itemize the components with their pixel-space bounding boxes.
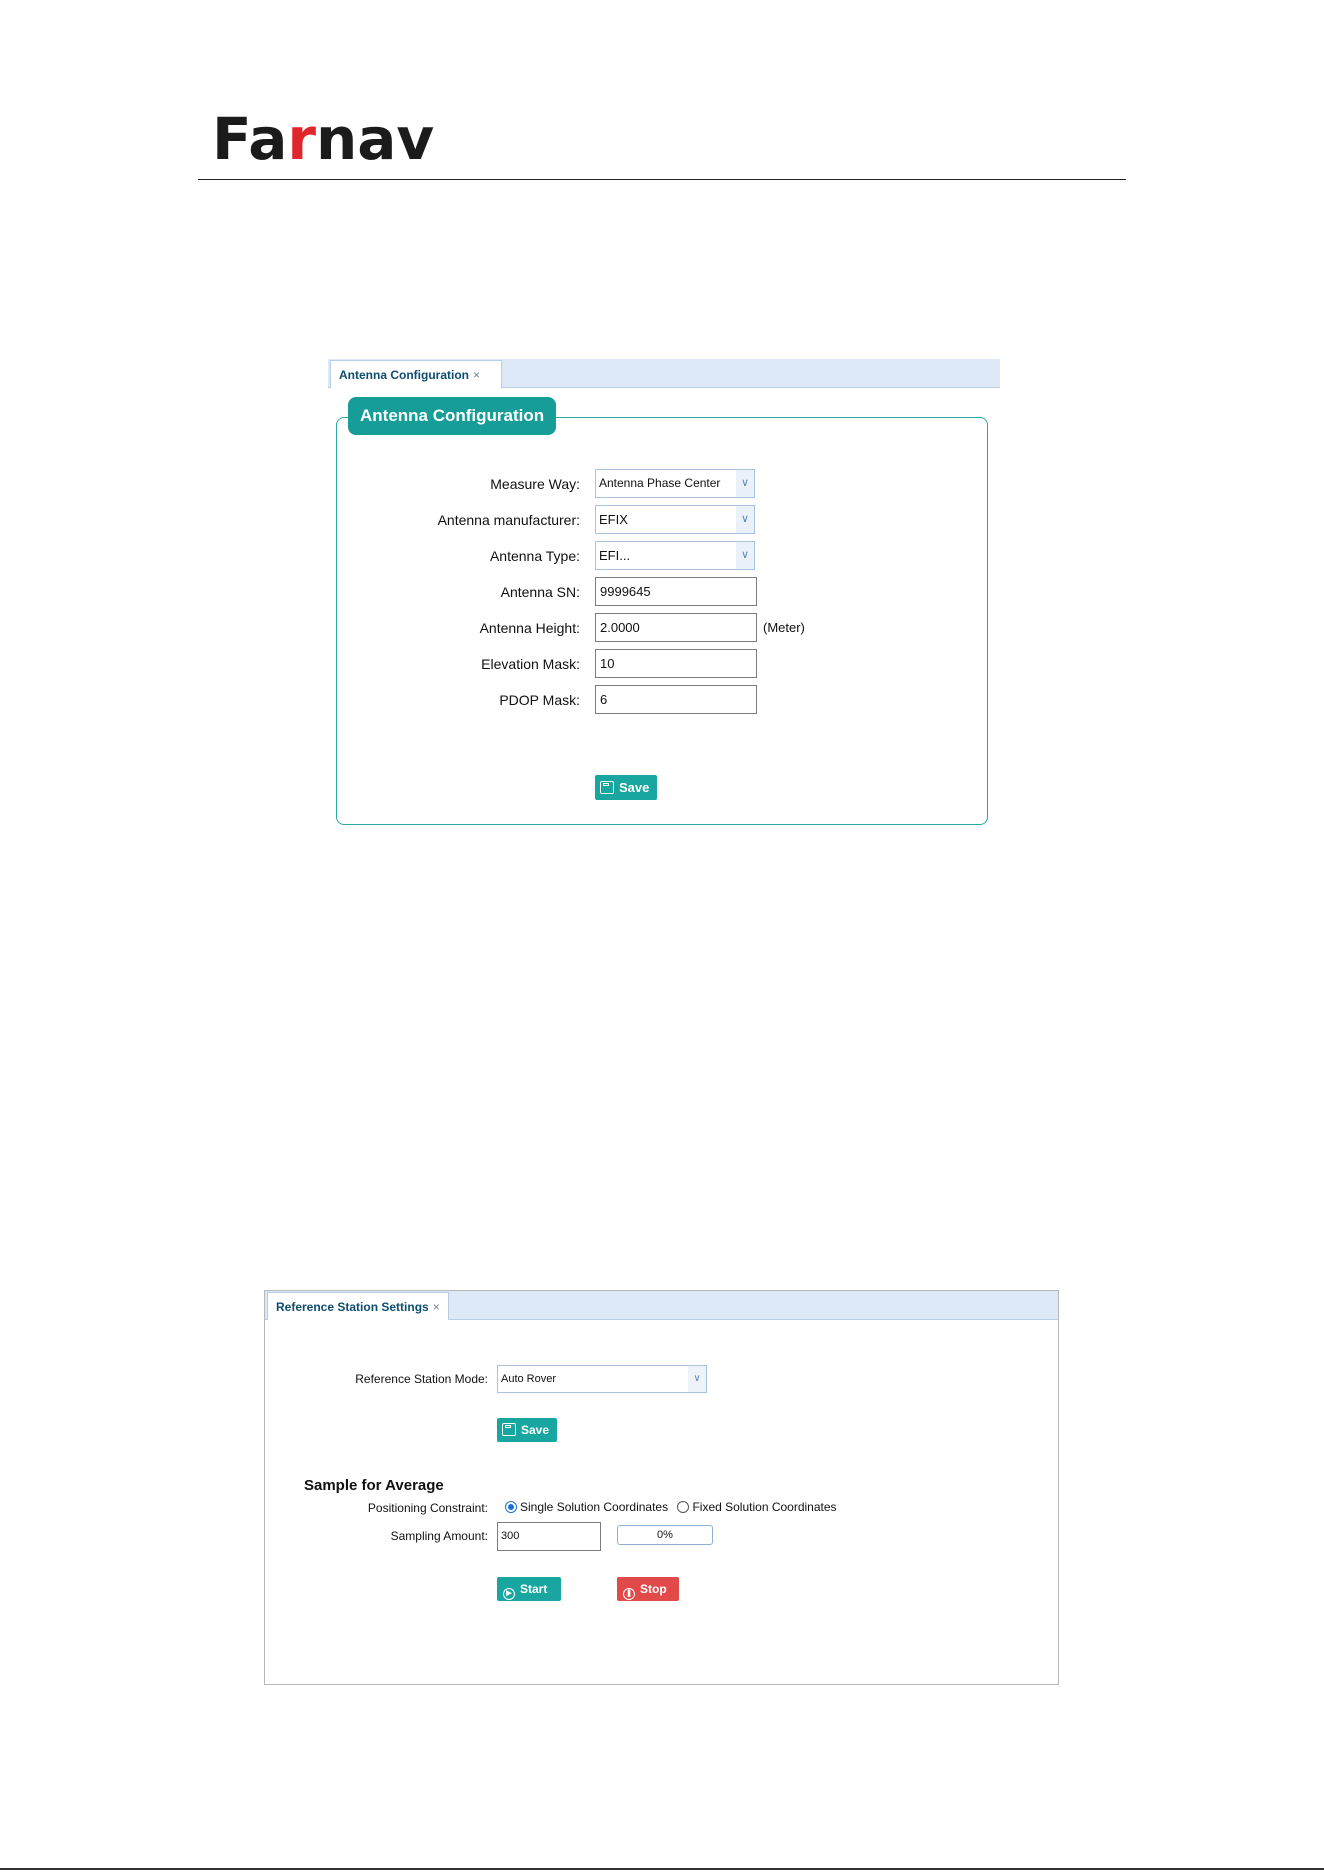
elevation-mask-row xyxy=(328,649,1000,679)
sampling-amount-label: Sampling Amount: xyxy=(390,1529,488,1543)
antenna-sn-label: Antenna SN: xyxy=(500,584,580,600)
measure-way-value: Antenna Phase Center xyxy=(599,476,721,490)
positioning-constraint-options xyxy=(505,1497,837,1517)
reference-station-mode-label: Reference Station Mode: xyxy=(355,1372,488,1386)
chevron-down-icon[interactable]: ∨ xyxy=(736,506,754,533)
manufacturer-value: EFIX xyxy=(599,512,628,527)
pdop-mask-row xyxy=(328,685,1000,715)
antenna-sn-row xyxy=(328,577,1000,607)
chevron-down-icon[interactable]: ∨ xyxy=(688,1366,706,1392)
reference-station-mode-value: Auto Rover xyxy=(501,1373,557,1385)
logo-text-accent: r xyxy=(287,105,316,173)
elevation-mask-input[interactable]: 10 xyxy=(595,649,757,678)
antenna-type-select[interactable] xyxy=(595,541,755,570)
elevation-mask-label: Elevation Mask: xyxy=(481,656,580,672)
manufacturer-row xyxy=(328,505,1000,535)
stop-button-label: Stop xyxy=(640,1582,667,1596)
header-divider xyxy=(198,179,1126,180)
save-icon xyxy=(600,781,614,794)
fixed-solution-label: Fixed Solution Coordinates xyxy=(692,1500,837,1514)
measure-way-label: Measure Way: xyxy=(490,476,580,492)
tab-close-icon[interactable]: × xyxy=(472,368,480,382)
stop-button[interactable] xyxy=(617,1577,679,1601)
sampling-amount-input[interactable]: 300 xyxy=(497,1522,601,1551)
save-icon xyxy=(502,1423,516,1436)
save-button-label: Save xyxy=(521,1423,550,1437)
reference-station-settings-screenshot xyxy=(264,1290,1059,1685)
antenna-height-row xyxy=(328,613,1000,643)
antenna-type-value: EFI... xyxy=(599,548,631,563)
start-button-label: Start xyxy=(520,1582,548,1596)
antenna-type-row xyxy=(328,541,1000,571)
tab-antenna-configuration[interactable] xyxy=(330,360,502,388)
footer-divider xyxy=(0,1868,1324,1870)
play-icon: ▶ xyxy=(503,1588,515,1600)
antenna-height-label: Antenna Height: xyxy=(479,620,580,636)
tab-bar xyxy=(328,359,1000,388)
sample-for-average-title: Sample for Average xyxy=(304,1477,444,1494)
fixed-solution-option[interactable] xyxy=(677,1500,836,1514)
tab-close-icon[interactable]: × xyxy=(432,1300,440,1314)
sampling-progress-bar: 0% xyxy=(617,1525,713,1545)
single-solution-label: Single Solution Coordinates xyxy=(520,1500,669,1514)
reference-station-mode-select[interactable] xyxy=(497,1365,707,1393)
tab-bar xyxy=(265,1291,1058,1320)
antenna-type-label: Antenna Type: xyxy=(489,548,580,564)
logo-text-2: nav xyxy=(315,105,435,173)
tab-label: Antenna Configuration xyxy=(339,368,469,382)
panel-title: Antenna Configuration xyxy=(348,397,556,435)
radio-unchecked-icon[interactable] xyxy=(677,1501,689,1513)
pdop-mask-input[interactable]: 6 xyxy=(595,685,757,714)
save-button[interactable] xyxy=(595,775,657,800)
chevron-down-icon[interactable]: ∨ xyxy=(736,542,754,569)
measure-way-select[interactable] xyxy=(595,469,755,498)
tab-label: Reference Station Settings xyxy=(276,1300,429,1314)
radio-checked-icon[interactable] xyxy=(505,1501,517,1513)
pause-icon: ❚ xyxy=(623,1588,635,1600)
antenna-height-input[interactable]: 2.0000 xyxy=(595,613,757,642)
chevron-down-icon[interactable]: ∨ xyxy=(736,470,754,497)
manufacturer-label: Antenna manufacturer: xyxy=(437,512,580,528)
farnav-logo xyxy=(212,105,435,173)
measure-way-row xyxy=(328,469,1000,499)
start-button[interactable] xyxy=(497,1577,561,1601)
antenna-sn-input[interactable]: 9999645 xyxy=(595,577,757,606)
save-button[interactable] xyxy=(497,1418,557,1442)
antenna-configuration-screenshot xyxy=(328,359,1000,859)
single-solution-option[interactable] xyxy=(505,1500,668,1514)
tab-reference-station-settings[interactable] xyxy=(267,1292,449,1320)
save-button-label: Save xyxy=(619,780,650,795)
pdop-mask-label: PDOP Mask: xyxy=(499,692,580,708)
antenna-height-unit: (Meter) xyxy=(763,620,805,635)
manufacturer-select[interactable] xyxy=(595,505,755,534)
logo-text-1: Fa xyxy=(212,105,288,173)
positioning-constraint-label: Positioning Constraint: xyxy=(367,1501,488,1515)
